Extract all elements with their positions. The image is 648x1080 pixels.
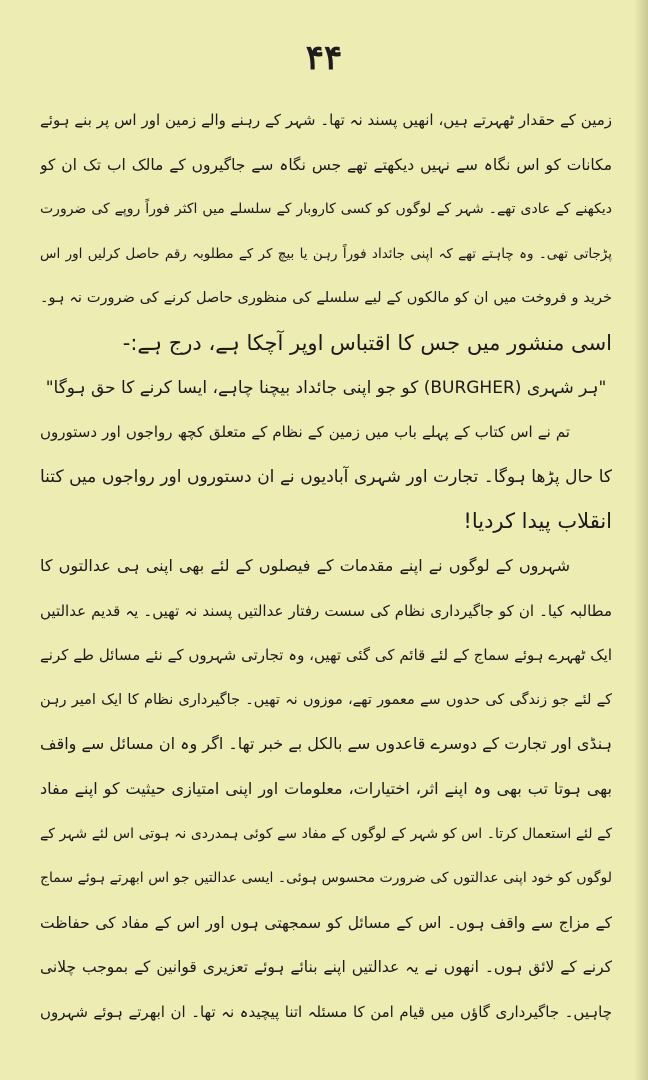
text-line: انقلاب پیدا کردیا!	[463, 509, 612, 534]
text-line: خرید و فروخت میں ان کو مالکوں کے لیے سلسلے کی منظوری حاصل کرنے کی ضرورت نہ ہو۔	[40, 290, 612, 307]
quote-line: "ہر شہری (BURGHER) کو جو اپنی جائداد بیچنا چاہے، ایسا کرنے کا حق ہوگا"	[45, 377, 607, 398]
paragraph-start-line: تم نے اس کتاب کے پہلے باب میں زمین کے نظام کے متعلق کچھ رواجوں اور دستوروں	[40, 423, 570, 442]
text-line: کا حال پڑھا ہوگا۔ تجارت اور شہری آبادیوں نے ان دستوروں اور رواجوں میں کتنا	[40, 466, 612, 487]
text-line: دیکھنے کے عادی تھے۔ شہر کے لوگوں کو کسی کاروبار کے سلسلے میں اکثر فوراً روپے کی ضرورت	[40, 201, 612, 218]
text-line: ایک ٹھہرے ہوئے سماج کے لئے قائم کی گئی تھیں، وہ تجارتی شہروں کے نئے مسائل طے کرنے	[40, 646, 612, 665]
body-text	[40, 98, 612, 1034]
paragraph-start-line: شہروں کے لوگوں نے اپنے مقدمات کے فیصلوں کے لئے بھی اپنی ہی عدالتوں کا	[40, 555, 570, 575]
text-line: پڑجاتی تھی۔ وہ چاہتے تھے کہ اپنی جائداد فوراً رہن یا بیچ کر کے مطلوبہ رقم حاصل کرلیں اور اس	[40, 245, 612, 262]
text-line: مطالبہ کیا۔ ان کو جاگیرداری نظام کی سست رفتار عدالتیں پسند نہ تھیں۔ یہ قدیم عدالتیں	[40, 601, 612, 620]
text-line: بھی ہوتا تب بھی وہ اپنے اثر، اختیارات، معلومات اور اپنی امتیازی حیثیت کو اپنے مفاد	[40, 778, 612, 798]
text-line: اسی منشور میں جس کا اقتباس اوپر آچکا ہے، درج ہے:-	[122, 330, 612, 355]
text-line: کے مزاج سے واقف ہوں۔ اس کے مسائل کو سمجھتی ہوں اور اس کے مفاد کی حفاظت	[40, 913, 612, 932]
text-line: کرنے کے لائق ہوں۔ انھوں نے یہ عدالتیں اپنے بنائے ہوئے تعزیری قوانین کے بموجب چلانی	[40, 958, 612, 977]
page-edge-shadow	[634, 0, 648, 1080]
text-line: مکانات کو اس نگاہ سے نہیں دیکھتے تھے جس نگاہ سے جاگیروں کے مالک اب تک ان کو	[40, 155, 612, 174]
text-line: کے لئے جو زندگی کی حدوں سے معمور تھے، موزوں نہ تھیں۔ جاگیرداری نظام کا ایک امیر رہن	[40, 691, 612, 708]
text-line: چاہیں۔ جاگیرداری گاؤں میں قیام امن کا مسئلہ اتنا پیچیدہ نہ تھا۔ ان ابھرتے ہوئے شہروں	[40, 1002, 612, 1021]
text-line: ہنڈی اور تجارت کے دوسرے قاعدوں سے بالکل بے خبر تھا۔ اگر وہ ان مسائل سے واقف	[40, 734, 612, 754]
text-line: کے لئے استعمال کرتا۔ اس کو شہر کے لوگوں کے مفاد سے کوئی ہمدردی نہ ہوتی اس لئے شہر کے	[40, 825, 612, 842]
page-number: ۴۴	[305, 38, 343, 78]
text-line: لوگوں کو خود اپنی عدالتوں کی ضرورت محسوس ہوئی۔ ایسی عدالتیں جو اس ابھرتے ہوئے سماج	[40, 870, 612, 887]
text-line: زمین کے حقدار ٹھہرتے ہیں، انھیں پسند نہ تھا۔ شہر کے رہنے والے زمین اور اس پر بنے ہوئے	[40, 111, 612, 129]
